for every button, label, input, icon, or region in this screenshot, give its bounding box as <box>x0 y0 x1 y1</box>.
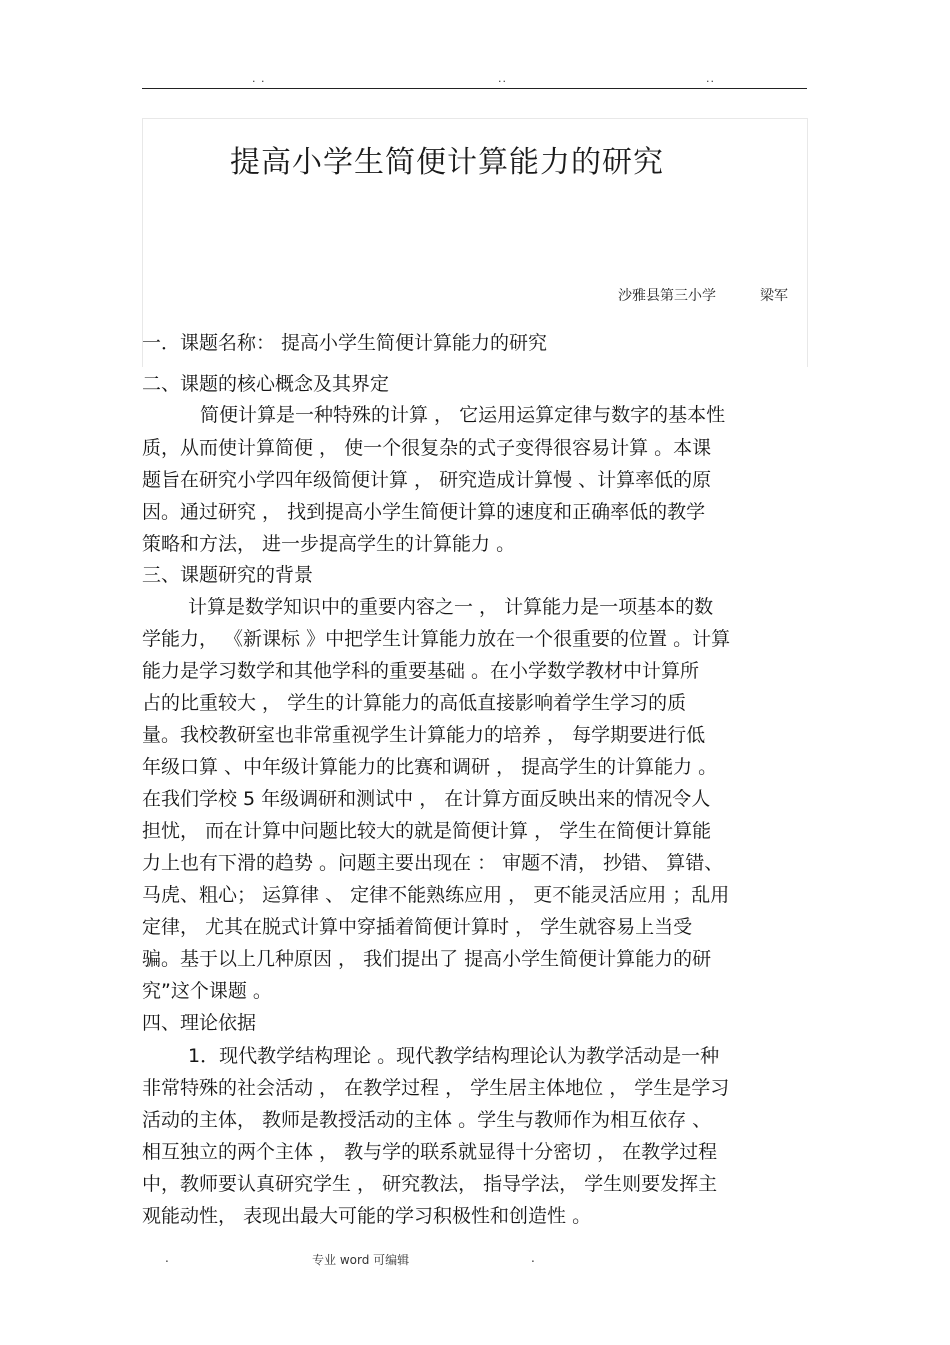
paragraph-line: 1．现代教学结构理论 。现代教学结构理论认为教学活动是一种 <box>188 1045 720 1067</box>
footer-caption: 专业 word 可编辑 <box>312 1253 410 1267</box>
paragraph-line: 质，从而使计算简便 ， 使一个很复杂的式子变得很容易计算 。本课 <box>142 437 712 459</box>
header-dots-left: . . <box>252 72 266 85</box>
footer-dot-right: . <box>531 1251 535 1265</box>
header-dots-middle: .. <box>498 72 507 85</box>
paragraph-line: 相互独立的两个主体 ， 教与学的联系就显得十分密切 ， 在教学过程 <box>142 1141 718 1163</box>
header-rule <box>142 88 807 89</box>
paragraph-line: 能力是学习数学和其他学科的重要基础 。在小学数学教材中计算所 <box>142 660 700 682</box>
paragraph-line: 究”这个课题 。 <box>142 980 272 1002</box>
paragraph-line: 活动的主体， 教师是教授活动的主体 。学生与教师作为相互依存 、 <box>142 1109 712 1131</box>
section-heading: 一．课题名称： 提高小学生简便计算能力的研究 <box>142 332 548 354</box>
paragraph-line: 定律， 尤其在脱式计算中穿插着简便计算时 ， 学生就容易上当受 <box>142 916 693 938</box>
paragraph-line: 策略和方法， 进一步提高学生的计算能力 。 <box>142 533 516 555</box>
author-name: 梁军 <box>760 288 788 304</box>
paragraph-line: 简便计算是一种特殊的计算 ， 它运用运算定律与数字的基本性 <box>200 404 726 426</box>
section-heading: 三、课题研究的背景 <box>142 564 314 586</box>
paragraph-line: 年级口算 、中年级计算能力的比赛和调研 ， 提高学生的计算能力 。 <box>142 756 718 778</box>
paragraph-line: 骗。基于以上几种原因 ， 我们提出了 提高小学生简便计算能力的研 <box>142 948 712 970</box>
paragraph-line: 中，教师要认真研究学生 ， 研究教法， 指导学法， 学生则要发挥主 <box>142 1173 718 1195</box>
paragraph-line: 在我们学校 5 年级调研和测试中 ， 在计算方面反映出来的情况令人 <box>142 788 711 810</box>
header-dots-right: .. <box>706 72 715 85</box>
paragraph-line: 马虎、粗心； 运算律 、 定律不能熟练应用 ， 更不能灵活应用 ；乱用 <box>142 884 730 906</box>
paragraph-line: 题旨在研究小学四年级简便计算 ， 研究造成计算慢 、计算率低的原 <box>142 469 712 491</box>
paragraph-line: 计算是数学知识中的重要内容之一 ， 计算能力是一项基本的数 <box>188 596 714 618</box>
paragraph-line: 因。通过研究 ， 找到提高小学生简便计算的速度和正确率低的教学 <box>142 501 706 523</box>
paragraph-line: 观能动性， 表现出最大可能的学习积极性和创造性 。 <box>142 1205 592 1227</box>
section-heading: 二、课题的核心概念及其界定 <box>142 373 390 395</box>
paragraph-line: 学能力， 《新课标 》中把学生计算能力放在一个很重要的位置 。计算 <box>142 628 731 650</box>
section-heading: 四、理论依据 <box>142 1012 257 1034</box>
footer-dot-left: . <box>165 1251 169 1265</box>
paragraph-line: 占的比重较大 ， 学生的计算能力的高低直接影响着学生学习的质 <box>142 692 687 714</box>
paragraph-line: 担忧， 而在计算中问题比较大的就是简便计算 ， 学生在简便计算能 <box>142 820 712 842</box>
paragraph-line: 力上也有下滑的趋势 。问题主要出现在 ： 审题不清， 抄错、 算错、 <box>142 852 724 874</box>
paragraph-line: 非常特殊的社会活动 ， 在教学过程 ， 学生居主体地位 ， 学生是学习 <box>142 1077 730 1099</box>
author-school: 沙雅县第三小学 <box>618 288 716 304</box>
paragraph-line: 量。我校教研室也非常重视学生计算能力的培养 ， 每学期要进行低 <box>142 724 706 746</box>
document-title: 提高小学生简便计算能力的研究 <box>230 145 664 180</box>
